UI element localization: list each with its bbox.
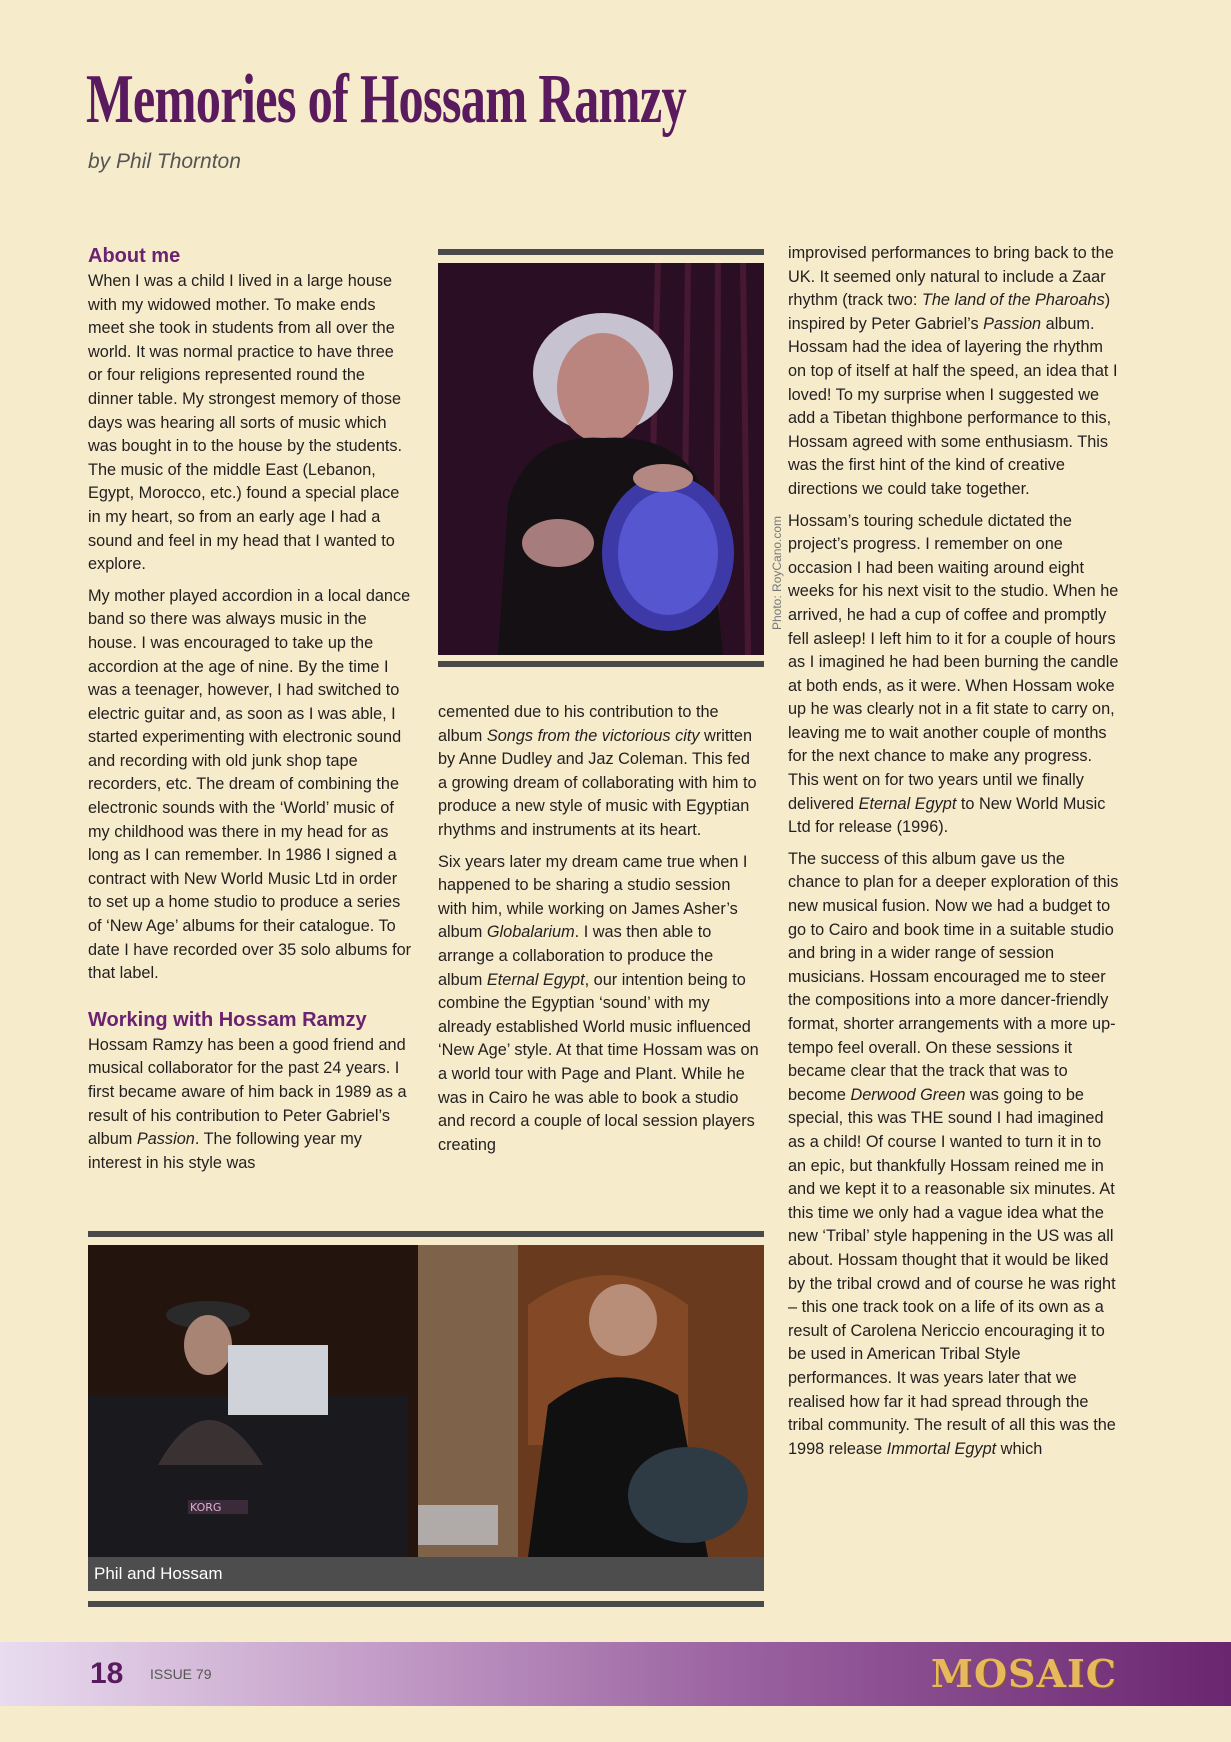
drummer-photo [438, 249, 764, 669]
paragraph: My mother played accordion in a local dance band so there was always music in the house. I was encouraged to take up the accordion at the age of nine. By the time I was a teenager, however, I had switched to electric guitar and, as soon as I was able, I started experimenting with electronic sound and recording with old junk shop tape recorders, etc. The dream of combining the electronic sounds with the ‘World’ music of my childhood was there in my head for as long as I can remember. In 1986 I signed a contract with New World Music Ltd in order to set up a home studio to produce a series of ‘New Age’ albums for their catalogue. To date I have recorded over 35 solo albums for that label. [88, 586, 412, 983]
article-title: Memories of Hossam Ramzy [86, 61, 686, 138]
paragraph: The success of this album gave us the chance to plan for a deeper exploration of this new musical fusion. Now we had a budget to go to Cairo and book time in a suitable studio and bring in a wider range of session musicians. Hossam encouraged me to steer the compositions into a more dancer-friendly format, shorter arrangements with a more up-tempo feel overall. On these sessions it became clear that the track that was to become Derwood Green was going to be special, this was THE sound I had imagined as a child! Of course I wanted to turn it in to an epic, but thankfully Hossam reined me in and we kept it to a reasonable six minutes. At this time we only had a vague idea what the new ‘Tribal’ style happening in the US was all about. Hossam thought that it would be liked by the tribal crowd and of course he was right – this one track took on a life of its own as a result of Carolena Nericcio encouraging it to be used in American Tribal Style performances. It was years later that we realised how far it had spread through the tribal community. The result of all this was the 1998 release Immortal Egypt which [788, 849, 1119, 1458]
page-footer [0, 1642, 1231, 1706]
column-2 [438, 701, 762, 1165]
phil-and-hossam-photo [88, 1231, 764, 1611]
photo-top-rule [88, 1231, 764, 1237]
paragraph: improvised performances to bring back to the UK. It seemed only natural to include a Zaar rhythm (track two: The land of the Pharoahs) inspired by Peter Gabriel’s Passion album. Hossam had the idea of layering the rhythm on top of itself at half the speed, an idea that I loved! To my surprise when I suggested we add a Tibetan thighbone performance to this, Hossam agreed with some enthusiasm. This was the first hint of the kind of creative directions we could take together. [788, 244, 1118, 498]
photo-bottom-rule [88, 1601, 764, 1607]
issue-label: ISSUE 79 [150, 1666, 212, 1682]
paragraph: Hossam’s touring schedule dictated the project’s progress. I remember on one occasion I had been waiting around eight weeks for his next visit to the studio. When he arrived, he had a cup of coffee and promptly fell asleep! I left him to it for a couple of hours as I imagined he had been burning the candle at both ends, as it were. When Hossam woke up he was clearly not in a fit state to carry on, leaving me to wait another couple of months for the next chance to make any progress. This went on for two years until we finally delivered Eternal Egypt to New World Music Ltd for release (1996). [788, 511, 1119, 837]
photo-top-rule [438, 249, 764, 255]
paragraph: When I was a child I lived in a large house with my widowed mother. To make ends meet she took in students from all over the world. It was normal practice to have three or four religions represented round the dinner table. My strongest memory of those days was hearing all sorts of music which was bought in to the house by the students. The music of the middle East (Lebanon, Egypt, Morocco, etc.) found a special place in my heart, so from an early age I had a sound and feel in my head that I wanted to explore. [88, 272, 403, 574]
column-3 [788, 242, 1120, 1469]
paragraph: Six years later my dream came true when I happened to be sharing a studio session with him, while working on James Asher’s album Globalarium. I was then able to arrange a collaboration to produce the album Eternal Egypt, our intention being to combine the Egyptian ‘sound’ with my already established World music influenced ‘New Age’ style. At that time Hossam was on a world tour with Page and Plant. While he was in Cairo he was able to book a studio and record a couple of local session players creating [438, 852, 759, 1154]
mosaic-logo: MOSAIC [930, 1651, 1117, 1696]
drummer-image [438, 263, 764, 655]
article-byline: by Phil Thornton [88, 150, 241, 173]
photo-caption: Phil and Hossam [88, 1557, 764, 1591]
page-number: 18 [90, 1657, 124, 1690]
section-heading-working-with: Working with Hossam Ramzy [88, 1008, 367, 1031]
photo-bottom-rule [438, 661, 764, 667]
keyboard-brand-label: KORG [190, 1501, 222, 1514]
section-heading-about-me: About me [88, 245, 181, 267]
paragraph: cemented due to his contribution to the album Songs from the victorious city written by Anne Dudley and Jaz Coleman. This fed a growing dream of collaborating with him to produce a new style of music with Egyptian rhythms and instruments at its heart. [438, 703, 757, 839]
paragraph: Hossam Ramzy has been a good friend and musical collaborator for the past 24 years. I first became aware of him back in 1989 as a result of his contribution to Peter Gabriel’s album Passion. The following year my interest in his style was [88, 1035, 407, 1172]
photo-credit: Photo: RoyCano.com [770, 515, 784, 630]
performance-image [88, 1245, 764, 1557]
column-1 [88, 242, 412, 1183]
